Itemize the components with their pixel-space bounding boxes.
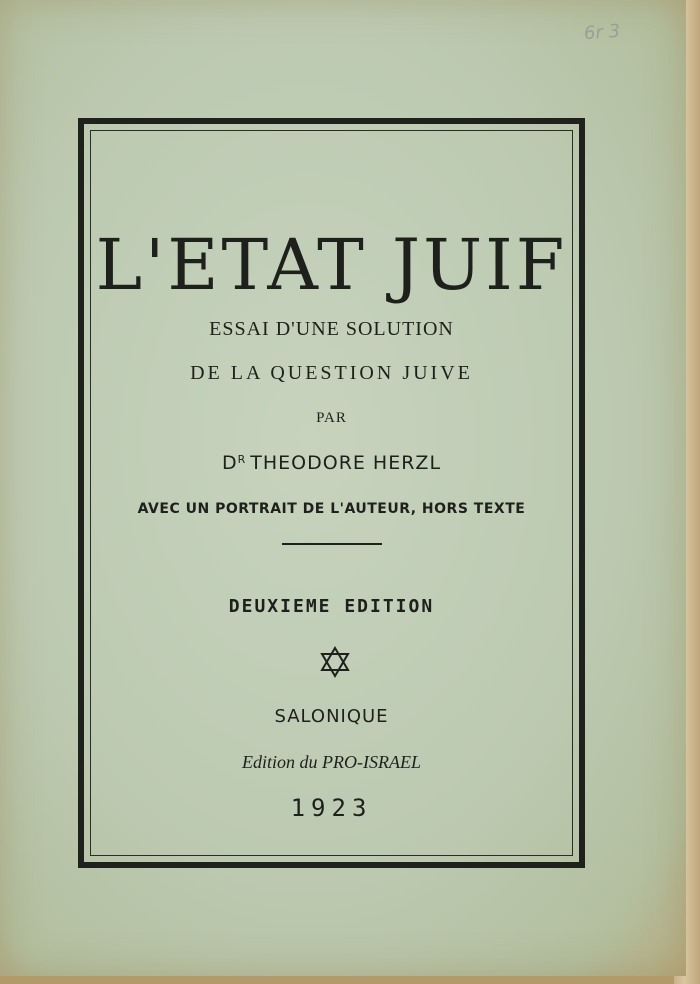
cover-frame xyxy=(78,118,585,868)
author-prefix-sup: R xyxy=(237,453,247,466)
author-name: THEODORE HERZL xyxy=(250,452,442,474)
divider-rule xyxy=(282,543,382,545)
subtitle-line-1: ESSAI D'UNE SOLUTION xyxy=(209,318,454,340)
star-of-david-icon xyxy=(318,645,352,679)
subtitle-line-2: DE LA QUESTION JUIVE xyxy=(190,362,473,384)
by-label: PAR xyxy=(316,410,347,426)
portrait-note: AVEC UN PORTRAIT DE L'AUTEUR, HORS TEXTE xyxy=(137,501,526,517)
publication-city: SALONIQUE xyxy=(274,706,389,727)
author-line xyxy=(84,452,579,474)
publication-year: 1923 xyxy=(290,794,373,822)
author-prefix: D xyxy=(221,452,238,474)
publisher: Edition du PRO-ISRAEL xyxy=(242,752,421,772)
pencil-mark: 6r 3 xyxy=(583,20,621,45)
book-title: L'ETAT JUIF xyxy=(95,224,568,306)
edition-label: DEUXIEME EDITION xyxy=(228,596,435,617)
